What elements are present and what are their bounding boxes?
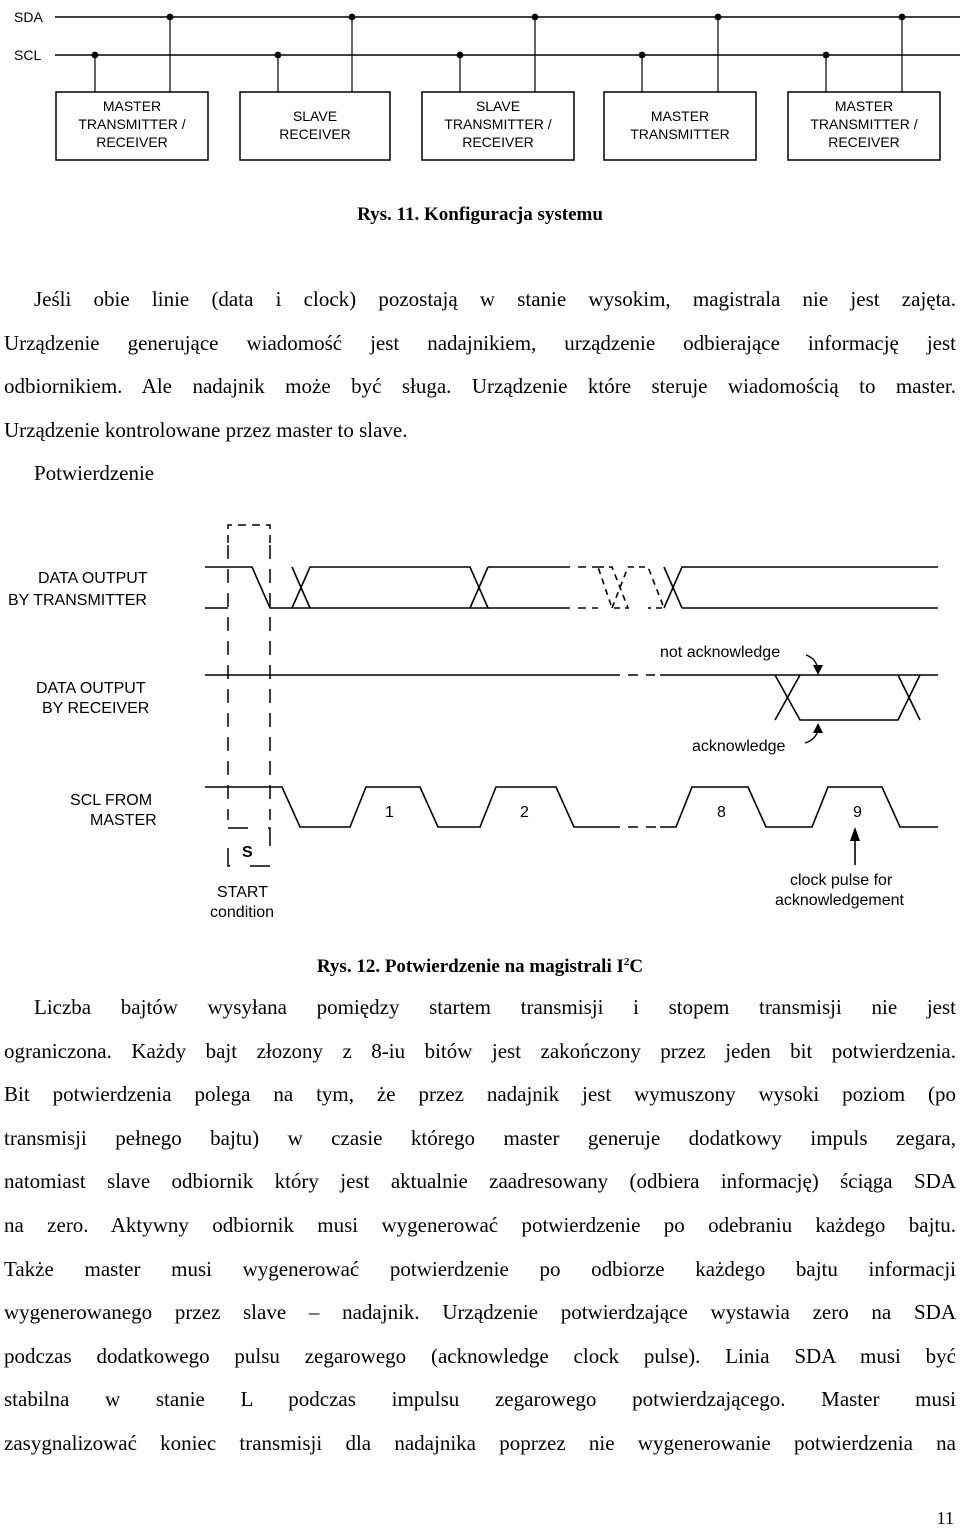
not-acknowledge-label: not acknowledge	[660, 644, 781, 661]
paragraph-1-line-4: Urządzenie kontrolowane przez master to slave.	[4, 417, 408, 442]
paragraph-2-line-6: na zero. Aktywny odbiornik musi wygenerować potwierdzenie po odebraniu każdego bajtu.	[4, 1212, 956, 1237]
clock-pulse-arrowhead	[850, 827, 860, 841]
paragraph-1-line-2: Urządzenie generujące wiadomość jest nadajnikiem, urządzenie odbierające informację jest	[4, 330, 956, 355]
not-ack-arrowhead	[813, 665, 823, 675]
paragraph-2-line-11: zasygnalizować koniec transmisji dla nadajnika poprzez nie wygenerowanie potwierdzenia na	[4, 1430, 956, 1455]
paragraph-2	[4, 986, 956, 1466]
paragraph-2-line-5: natomiast slave odbiornik który jest aktualnie zaadresowany (odbiera informację) ściąga SDA	[4, 1169, 956, 1194]
start-s-label: S	[242, 844, 253, 861]
pulse-number-1: 1	[385, 804, 394, 821]
paragraph-2-line-7: Także master musi wygenerować potwierdzenie po odbiorze każdego bajtu informacji	[4, 1256, 956, 1281]
clock-pulse-label-1: clock pulse for	[790, 872, 893, 889]
paragraph-2-line-1: Liczba bajtów wysyłana pomiędzy startem transmisji i stopem transmisji nie jest	[34, 995, 956, 1019]
scl-from-label-1: SCL FROM	[70, 792, 153, 809]
device-1-line-3: RECEIVER	[96, 134, 168, 150]
device-1-line-1: MASTER	[102, 98, 162, 114]
device-5-line-1: MASTER	[834, 98, 894, 114]
figure-12-caption-suffix: C	[629, 956, 644, 977]
paragraph-1-line-1: Jeśli obie linie (data i clock) pozostają w stanie wysokim, magistrala nie jest zajęta.	[34, 287, 956, 311]
section-heading-potwierdzenie: Potwierdzenie	[34, 461, 155, 486]
device-3-line-3: RECEIVER	[462, 134, 534, 150]
paragraph-2-line-4: transmisji pełnego bajtu) w czasie którego master generuje dodatkowy impuls zegara,	[4, 1125, 956, 1150]
ack-arrowhead	[813, 723, 823, 733]
data-tx-label-1: DATA OUTPUT	[38, 570, 148, 587]
data-rx-label-2: BY RECEIVER	[42, 700, 150, 717]
figure-12-caption	[0, 956, 960, 978]
device-1-line-2: TRANSMITTER /	[78, 116, 186, 132]
paragraph-2-line-9: podczas dodatkowego pulsu zegarowego (acknowledge clock pulse). Linia SDA musi być	[4, 1343, 956, 1368]
pulse-number-9: 9	[853, 804, 862, 821]
system-configuration-diagram	[0, 0, 960, 175]
device-2-line-1: SLAVE	[292, 108, 338, 124]
device-5-line-3: RECEIVER	[828, 134, 900, 150]
device-3-line-2: TRANSMITTER /	[444, 116, 552, 132]
scl-from-label-2: MASTER	[90, 812, 157, 829]
start-label-1: START	[217, 884, 268, 901]
acknowledge-timing-diagram	[0, 515, 960, 935]
device-3-line-1: SLAVE	[475, 98, 521, 114]
sda-label: SDA	[14, 9, 43, 25]
figure-11-caption: Rys. 11. Konfiguracja systemu	[357, 204, 603, 225]
scl-label: SCL	[14, 47, 42, 63]
device-4-line-2: TRANSMITTER	[630, 126, 730, 142]
device-4-line-1: MASTER	[650, 108, 710, 124]
scl-waveform	[205, 787, 938, 827]
paragraph-2-line-2: ograniczona. Każdy bajt złozony z 8-iu bitów jest zakończony przez jeden bit potwierdzenia.	[4, 1038, 956, 1063]
device-2-line-2: RECEIVER	[279, 126, 351, 142]
figure-12-caption-sup: 2	[623, 956, 630, 968]
pulse-number-8: 8	[717, 804, 726, 821]
paragraph-1-line-3: odbiornikiem. Ale nadajnik może być sługa. Urządzenie które steruje wiadomością to master.	[4, 374, 956, 399]
paragraph-2-line-8: wygenerowanego przez slave – nadajnik. Urządzenie potwierdzające wystawia zero na SDA	[4, 1300, 956, 1325]
receiver-waveform	[205, 675, 938, 720]
data-rx-label-1: DATA OUTPUT	[36, 680, 146, 697]
page-number: 11	[936, 1508, 954, 1528]
clock-pulse-label-2: acknowledgement	[775, 892, 904, 909]
paragraph-2-line-3: Bit potwierdzenia polega na tym, że przez nadajnik jest wymuszony wysoki poziom (po	[4, 1082, 956, 1107]
device-5-line-2: TRANSMITTER /	[810, 116, 918, 132]
start-frame-top	[228, 525, 270, 543]
start-label-2: condition	[210, 904, 275, 921]
figure-12-caption-text: Rys. 12. Potwierdzenie na magistrali I	[316, 956, 624, 977]
paragraph-2-line-10: stabilna w stanie L podczas impulsu zegarowego potwierdzającego. Master musi	[4, 1387, 956, 1412]
pulse-number-2: 2	[520, 804, 529, 821]
data-tx-label-2: BY TRANSMITTER	[8, 592, 147, 609]
paragraph-1	[4, 278, 956, 496]
transmitter-waveform	[205, 567, 938, 608]
acknowledge-label: acknowledge	[692, 738, 786, 755]
